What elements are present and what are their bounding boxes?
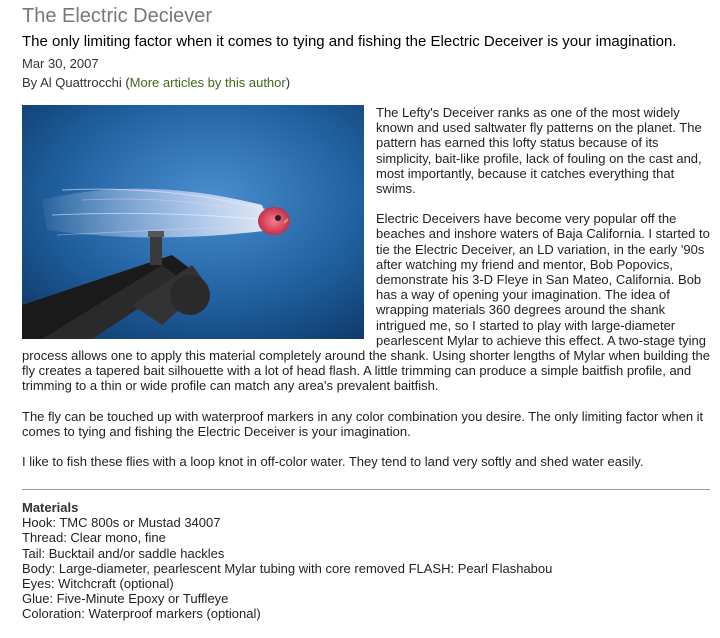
material-item: Tail: Bucktail and/or saddle hackles	[22, 545, 225, 561]
byline	[22, 73, 710, 93]
paragraph-4: I like to fish these flies with a loop knot in off-color water. They tend to land very softly and shed water easily.	[22, 454, 644, 470]
article-title: The Electric Deciever	[22, 5, 213, 27]
article-date: Mar 30, 2007	[22, 56, 99, 71]
material-item: Hook: TMC 800s or Mustad 34007	[22, 515, 221, 531]
materials-list	[22, 515, 710, 621]
byline-close: )	[285, 75, 291, 90]
materials-heading: Materials	[22, 500, 79, 516]
fly-photo	[22, 105, 364, 339]
material-item: Body: Large-diameter, pearlescent Mylar tubing with core removed FLASH: Pearl Flashabou	[22, 560, 553, 576]
material-item: Eyes: Witchcraft (optional)	[22, 576, 174, 592]
material-item: Thread: Clear mono, fine	[22, 530, 166, 546]
byline-author: By Al Quattrocchi (	[22, 75, 130, 90]
material-item: Glue: Five-Minute Epoxy or Tuffleye	[22, 591, 229, 607]
divider	[22, 489, 710, 490]
paragraph-1: The Lefty's Deceiver ranks as one of the most widely known and used saltwater fly patterns on the planet. The pattern has earned this lofty status because of its simplicity, bait-like profile, lack of fouling on the cast and, most importantly, because it catches everything that swims.	[376, 105, 702, 197]
material-item: Coloration: Waterproof markers (optional)	[22, 606, 261, 622]
article-subtitle: The only limiting factor when it comes to tying and fishing the Electric Deceiver is your imagination.	[22, 33, 677, 50]
article-body	[22, 105, 710, 469]
paragraph-2: Electric Deceivers have become very popular off the beaches and inshore waters of Baja California. I started to tie the Electric Deceiver, an LD variation, in the early '90s after watching my friend and mentor, Bob Popovics, demonstrate his 3-D Fleye in San Mateo, California. Bob has a way of opening your imagination. The idea of wrapping materials 360 degrees around the shank intrigued me, so I started to play with large-diameter pearlescent Mylar to achieve this effect. A two-stage tying process allows one to apply this material completely around the shank. Using shorter lengths of Mylar when building the fly creates a tapered bait silhouette with a lot of head flash. A little trimming can produce a simple baitfish profile, and trimming to a thin or wide profile can match any area's prevalent baitfish.	[22, 211, 710, 394]
more-articles-link[interactable]: More articles by this author	[129, 75, 286, 90]
paragraph-3: The fly can be touched up with waterproof markers in any color combination you desire. The only limiting factor when it comes to tying and fishing the Electric Deceiver is your imagination.	[22, 408, 704, 439]
